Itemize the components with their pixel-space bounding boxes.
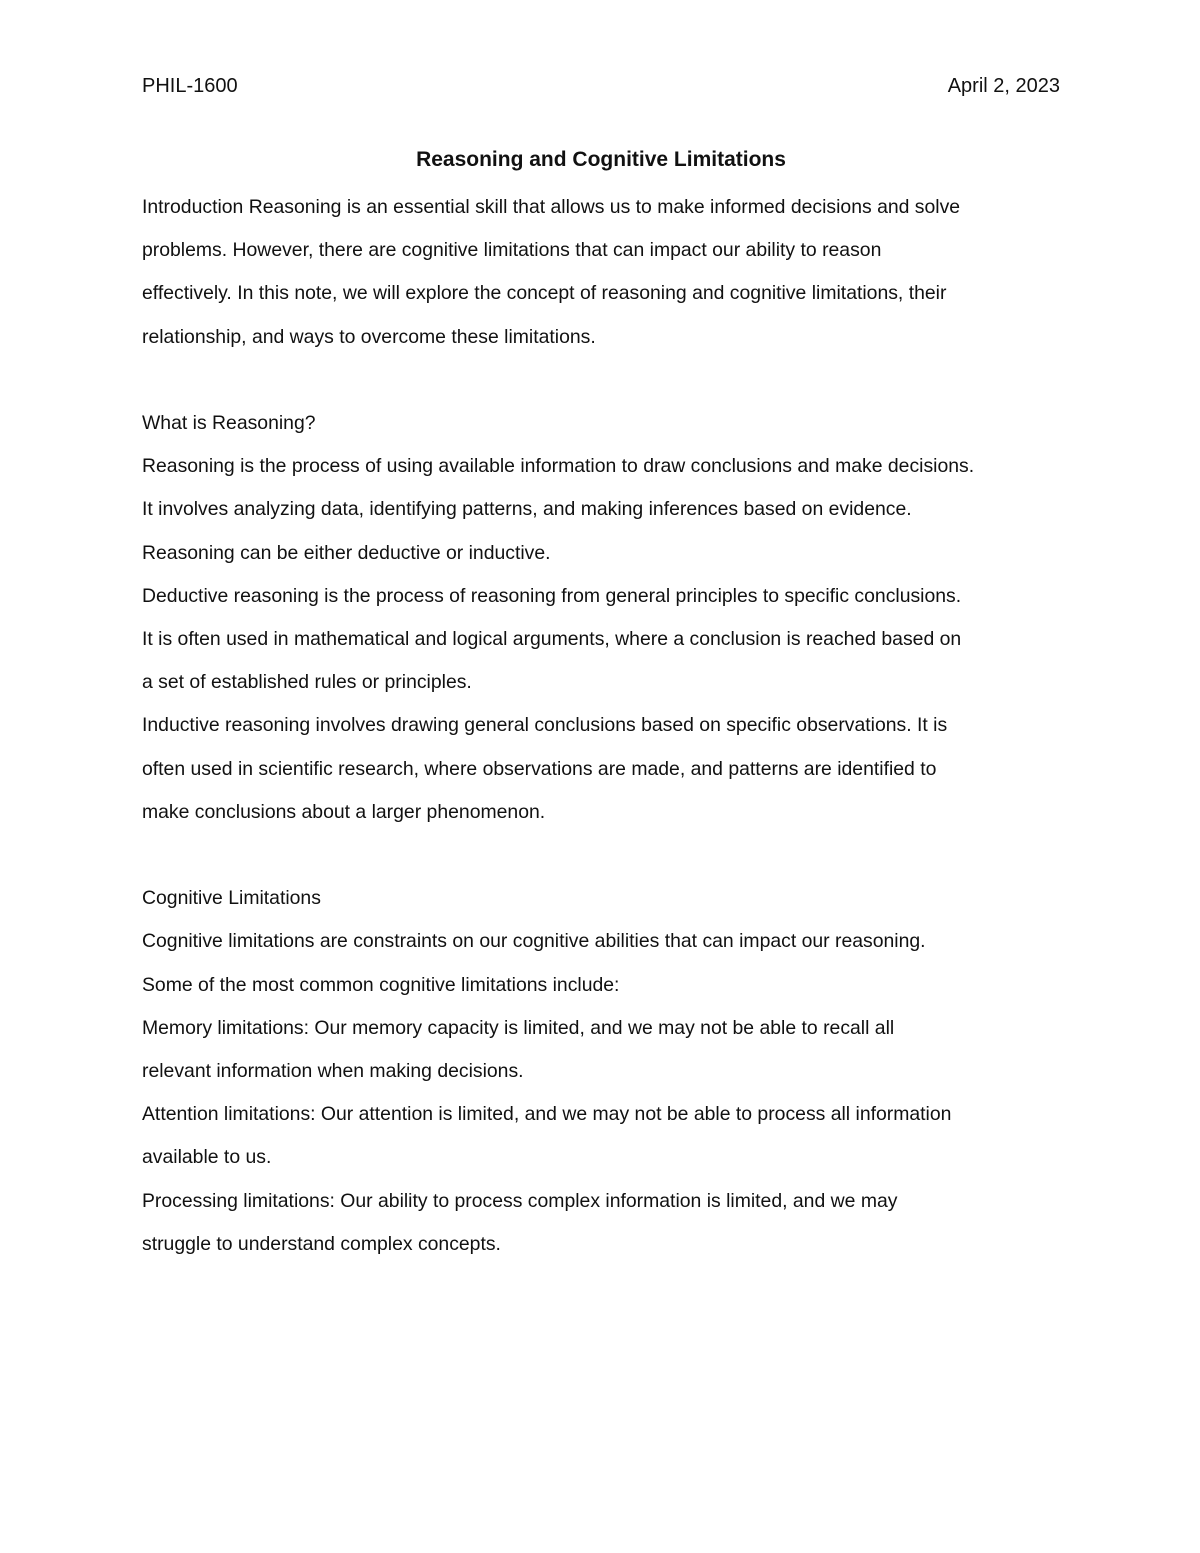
text-line: relevant information when making decisions. bbox=[142, 1060, 524, 1083]
intro-section bbox=[142, 186, 1060, 359]
reasoning-section bbox=[142, 402, 1060, 834]
text-line: Some of the most common cognitive limitations include: bbox=[142, 973, 620, 996]
text-line: It is often used in mathematical and logical arguments, where a conclusion is reached based on bbox=[142, 628, 962, 651]
text-line: often used in scientific research, where observations are made, and patterns are identified to bbox=[142, 757, 937, 780]
document-title: Reasoning and Cognitive Limitations bbox=[416, 148, 786, 171]
text-line: available to us. bbox=[142, 1146, 272, 1169]
page-header bbox=[142, 72, 1060, 100]
text-line: Inductive reasoning involves drawing general conclusions based on specific observations. It is bbox=[142, 714, 948, 737]
text-line: make conclusions about a larger phenomenon. bbox=[142, 800, 546, 823]
text-line: Deductive reasoning is the process of reasoning from general principles to specific conclusions. bbox=[142, 584, 962, 607]
section-heading-reasoning: What is Reasoning? bbox=[142, 412, 316, 434]
text-line: Cognitive limitations are constraints on our cognitive abilities that can impact our reasoning. bbox=[142, 930, 926, 953]
section-heading-limitations: Cognitive Limitations bbox=[142, 887, 321, 910]
text-line: Reasoning can be either deductive or inductive. bbox=[142, 541, 551, 564]
blank-line bbox=[142, 359, 1060, 402]
document-date: April 2, 2023 bbox=[947, 75, 1060, 97]
text-line: problems. However, there are cognitive limitations that can impact our ability to reason bbox=[142, 239, 882, 262]
text-line: Introduction Reasoning is an essential skill that allows us to make informed decisions and solve bbox=[142, 196, 961, 218]
text-line: relationship, and ways to overcome these limitations. bbox=[142, 325, 596, 348]
course-code: PHIL-1600 bbox=[142, 75, 238, 97]
text-line: effectively. In this note, we will explore the concept of reasoning and cognitive limitations, their bbox=[142, 282, 947, 305]
text-line: Reasoning is the process of using available information to draw conclusions and make decisions. bbox=[142, 455, 975, 478]
text-line: a set of established rules or principles. bbox=[142, 671, 472, 694]
limitations-section bbox=[142, 877, 1060, 1266]
blank-line bbox=[142, 834, 1060, 877]
text-line: It involves analyzing data, identifying patterns, and making inferences based on evidence. bbox=[142, 498, 912, 521]
text-line: Attention limitations: Our attention is limited, and we may not be able to process all information bbox=[142, 1103, 952, 1126]
text-line: Memory limitations: Our memory capacity is limited, and we may not be able to recall all bbox=[142, 1016, 895, 1039]
text-line: struggle to understand complex concepts. bbox=[142, 1232, 501, 1255]
document-body bbox=[142, 186, 1060, 1266]
text-line: Processing limitations: Our ability to process complex information is limited, and we may bbox=[142, 1189, 898, 1212]
